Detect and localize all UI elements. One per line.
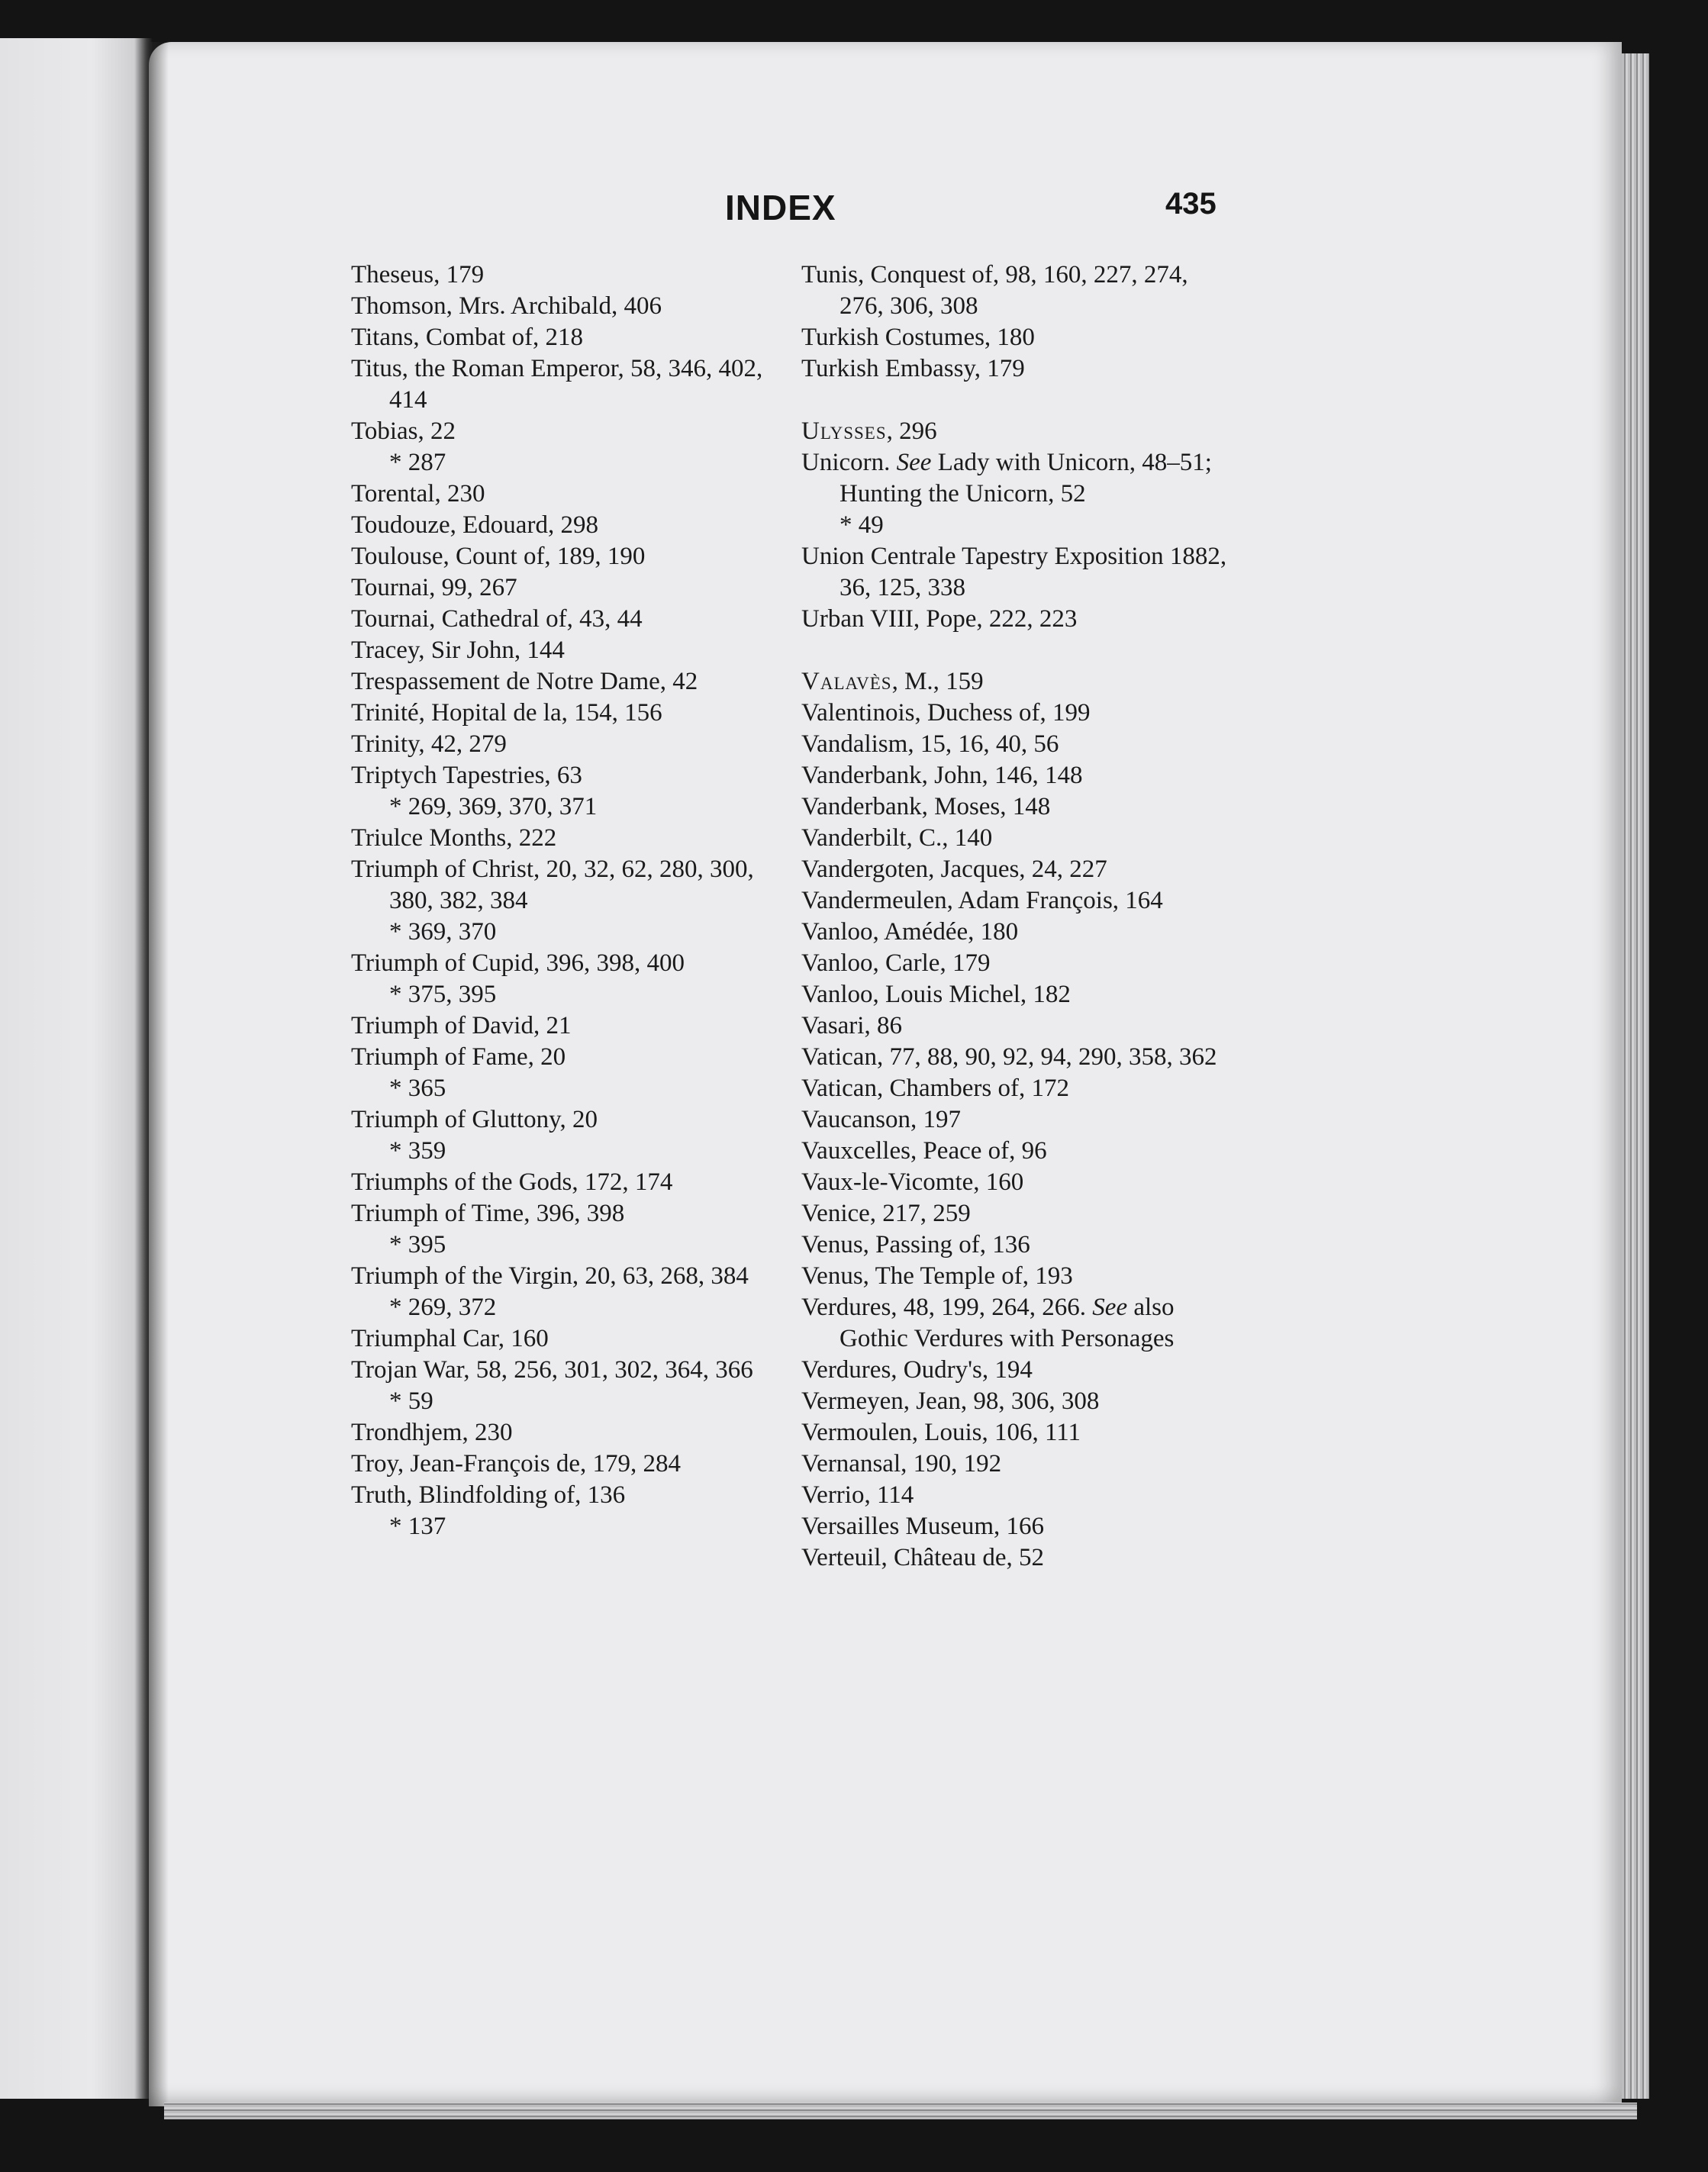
index-entry (801, 698, 1229, 729)
entry-text: Theseus, 179 (351, 261, 485, 288)
entry-text: Vandergoten, Jacques, 24, 227 (801, 856, 1107, 883)
entry-text: Vauxcelles, Peace of, 96 (801, 1137, 1047, 1165)
index-entry (351, 291, 794, 322)
entry-text: Vandermeulen, Adam François, 164 (801, 887, 1163, 914)
index-entry (801, 854, 1229, 885)
entry-text: * 365 (389, 1075, 446, 1102)
entry-text: Triumph of David, 21 (351, 1012, 572, 1039)
index-entry (801, 760, 1229, 791)
index-subentry (351, 1229, 794, 1261)
entry-text: Verteuil, Château de, 52 (801, 1544, 1044, 1571)
cross-reference-see: See (1092, 1294, 1128, 1321)
entry-text: Tunis, Conquest of, 98, 160, 227, 274, 276, 306, 308 (801, 261, 1188, 320)
index-entry (351, 510, 794, 541)
entry-text: Vatican, 77, 88, 90, 92, 94, 290, 358, 362 (801, 1043, 1217, 1071)
entry-text: Vaucanson, 197 (801, 1106, 961, 1133)
index-entry (351, 1010, 794, 1042)
entry-heading-smallcaps: Ulysses (801, 417, 887, 445)
index-entry (351, 1167, 794, 1198)
entry-text: Triumphal Car, 160 (351, 1325, 549, 1352)
entry-text: Thomson, Mrs. Archibald, 406 (351, 292, 662, 320)
index-entry (351, 353, 794, 416)
index-subentry (801, 510, 1229, 541)
index-entry (801, 1386, 1229, 1417)
entry-text: , 296 (886, 417, 937, 445)
cross-reference-see: See (896, 449, 932, 476)
entry-text: Vermeyen, Jean, 98, 306, 308 (801, 1387, 1100, 1415)
entry-text: Vanderbilt, C., 140 (801, 824, 993, 852)
index-subentry (351, 1511, 794, 1542)
entry-text: Trojan War, 58, 256, 301, 302, 364, 366 (351, 1356, 753, 1384)
entry-text: Venus, The Temple of, 193 (801, 1262, 1073, 1290)
index-entry (801, 791, 1229, 823)
index-entry (801, 1355, 1229, 1386)
index-subentry (351, 1386, 794, 1417)
index-subentry (351, 1073, 794, 1104)
index-column-left (351, 259, 794, 1542)
index-entry (801, 447, 1229, 510)
entry-text: Urban VIII, Pope, 222, 223 (801, 605, 1078, 633)
index-entry (351, 1323, 794, 1355)
entry-text: Toulouse, Count of, 189, 190 (351, 543, 646, 570)
index-entry (801, 1073, 1229, 1104)
index-entry (801, 917, 1229, 948)
index-entry (801, 259, 1229, 322)
index-entry (351, 1449, 794, 1480)
entry-text: Valentinois, Duchess of, 199 (801, 699, 1091, 727)
index-entry (801, 353, 1229, 385)
entry-text: Venice, 217, 259 (801, 1200, 971, 1227)
index-subentry (351, 447, 794, 479)
index-entry (801, 1542, 1229, 1574)
entry-text: Tobias, 22 (351, 417, 456, 445)
index-entry (351, 259, 794, 291)
entry-text: , M., 159 (891, 668, 984, 695)
entry-text: Triumph of the Virgin, 20, 63, 268, 384 (351, 1262, 749, 1290)
index-subentry (351, 1136, 794, 1167)
entry-text: Trinité, Hopital de la, 154, 156 (351, 699, 662, 727)
entry-text: Vaux-le-Vicomte, 160 (801, 1168, 1024, 1196)
entry-text: Vatican, Chambers of, 172 (801, 1075, 1069, 1102)
index-entry (351, 948, 794, 979)
entry-text: Trespassement de Notre Dame, 42 (351, 668, 698, 695)
index-entry (351, 1355, 794, 1386)
index-entry (351, 729, 794, 760)
index-subentry (351, 979, 794, 1010)
index-entry (351, 666, 794, 698)
index-entry (351, 479, 794, 510)
index-entry (801, 1480, 1229, 1511)
entry-text: * 59 (389, 1387, 433, 1415)
entry-text: * 269, 369, 370, 371 (389, 793, 598, 820)
index-entry (801, 823, 1229, 854)
index-column-right (801, 259, 1229, 1574)
index-entry (801, 604, 1229, 635)
entry-text: Triptych Tapestries, 63 (351, 762, 582, 789)
index-entry (351, 760, 794, 791)
index-subentry (351, 917, 794, 948)
entry-text: Toudouze, Edouard, 298 (351, 511, 598, 539)
entry-text: Vanloo, Louis Michel, 182 (801, 981, 1071, 1008)
index-entry (351, 416, 794, 447)
index-entry (351, 698, 794, 729)
index-entry (351, 1417, 794, 1449)
entry-text: Lady with Unicorn, 48–51; Hunting the Unicorn, 52 (839, 449, 1212, 508)
entry-lead: Verdures, 48, 199, 264, 266. (801, 1294, 1093, 1321)
page-title: INDEX (725, 188, 836, 227)
index-entry (801, 1136, 1229, 1167)
entry-text: Venus, Passing of, 136 (801, 1231, 1030, 1258)
index-entry (801, 979, 1229, 1010)
entry-text: * 375, 395 (389, 981, 497, 1008)
entry-text: Tracey, Sir John, 144 (351, 636, 565, 664)
index-entry (351, 1261, 794, 1292)
entry-text: Vasari, 86 (801, 1012, 902, 1039)
entry-text: Tournai, 99, 267 (351, 574, 517, 601)
entry-text: * 395 (389, 1231, 446, 1258)
entry-text: Triumph of Gluttony, 20 (351, 1106, 598, 1133)
page-stack-bottom-edge (164, 2103, 1637, 2119)
facing-page-edge (0, 38, 153, 2099)
entry-text: Vanderbank, John, 146, 148 (801, 762, 1083, 789)
section-gap (801, 635, 1229, 666)
running-header (0, 187, 1708, 233)
index-entry (351, 322, 794, 353)
entry-text: Union Centrale Tapestry Exposition 1882, 36, 125, 338 (801, 543, 1227, 601)
entry-text: Vermoulen, Louis, 106, 111 (801, 1419, 1081, 1446)
index-entry (801, 1229, 1229, 1261)
index-entry (351, 604, 794, 635)
entry-text: Trinity, 42, 279 (351, 730, 507, 758)
index-entry (801, 1042, 1229, 1073)
entry-text: Verrio, 114 (801, 1481, 914, 1509)
entry-text: also Gothic Verdures with Personages (839, 1294, 1175, 1352)
section-gap (801, 385, 1229, 416)
entry-text: Titans, Combat of, 218 (351, 324, 584, 351)
entry-text: Triumph of Time, 396, 398 (351, 1200, 625, 1227)
index-entry (801, 948, 1229, 979)
entry-text: Triumph of Fame, 20 (351, 1043, 566, 1071)
entry-text: * 287 (389, 449, 446, 476)
entry-heading-smallcaps: Valavès (801, 668, 892, 695)
index-subentry (351, 1292, 794, 1323)
entry-text: Troy, Jean-François de, 179, 284 (351, 1450, 682, 1478)
index-entry (801, 729, 1229, 760)
index-entry (801, 1511, 1229, 1542)
index-entry (351, 1198, 794, 1229)
index-entry (801, 1449, 1229, 1480)
entry-text: Versailles Museum, 166 (801, 1513, 1045, 1540)
page-stack-edge (1622, 53, 1649, 2099)
index-entry (801, 1261, 1229, 1292)
entry-text: * 49 (839, 511, 884, 539)
index-entry (351, 541, 794, 572)
entry-lead: Unicorn. (801, 449, 897, 476)
entry-text: Vanderbank, Moses, 148 (801, 793, 1051, 820)
index-entry (351, 1042, 794, 1073)
page-number: 435 (1165, 187, 1217, 221)
entry-text: Verdures, Oudry's, 194 (801, 1356, 1033, 1384)
index-entry (351, 1104, 794, 1136)
index-entry (351, 635, 794, 666)
entry-text: * 369, 370 (389, 918, 497, 946)
index-entry (801, 541, 1229, 604)
spine-shadow (149, 42, 169, 2106)
entry-text: Truth, Blindfolding of, 136 (351, 1481, 626, 1509)
entry-text: Vandalism, 15, 16, 40, 56 (801, 730, 1059, 758)
index-entry (801, 1292, 1229, 1355)
index-entry (801, 666, 1229, 698)
entry-text: Triulce Months, 222 (351, 824, 557, 852)
entry-text: Tournai, Cathedral of, 43, 44 (351, 605, 643, 633)
entry-text: Titus, the Roman Emperor, 58, 346, 402, 414 (351, 355, 763, 414)
index-entry (351, 1480, 794, 1511)
index-entry (801, 1167, 1229, 1198)
index-entry (801, 416, 1229, 447)
entry-text: * 269, 372 (389, 1294, 497, 1321)
index-entry (801, 322, 1229, 353)
entry-text: Vernansal, 190, 192 (801, 1450, 1002, 1478)
entry-text: Turkish Embassy, 179 (801, 355, 1025, 382)
index-entry (801, 885, 1229, 917)
index-entry (801, 1010, 1229, 1042)
entry-text: Vanloo, Carle, 179 (801, 949, 991, 977)
index-entry (801, 1198, 1229, 1229)
index-entry (351, 823, 794, 854)
entry-text: Triumph of Cupid, 396, 398, 400 (351, 949, 685, 977)
entry-text: Triumphs of the Gods, 172, 174 (351, 1168, 673, 1196)
index-entry (801, 1104, 1229, 1136)
entry-text: * 359 (389, 1137, 446, 1165)
entry-text: Torental, 230 (351, 480, 485, 508)
entry-text: Triumph of Christ, 20, 32, 62, 280, 300, 380, 382, 384 (351, 856, 754, 914)
index-entry (351, 854, 794, 917)
index-subentry (351, 791, 794, 823)
index-entry (801, 1417, 1229, 1449)
entry-text: Turkish Costumes, 180 (801, 324, 1035, 351)
entry-text: * 137 (389, 1513, 446, 1540)
index-entry (351, 572, 794, 604)
entry-text: Trondhjem, 230 (351, 1419, 513, 1446)
entry-text: Vanloo, Amédée, 180 (801, 918, 1019, 946)
